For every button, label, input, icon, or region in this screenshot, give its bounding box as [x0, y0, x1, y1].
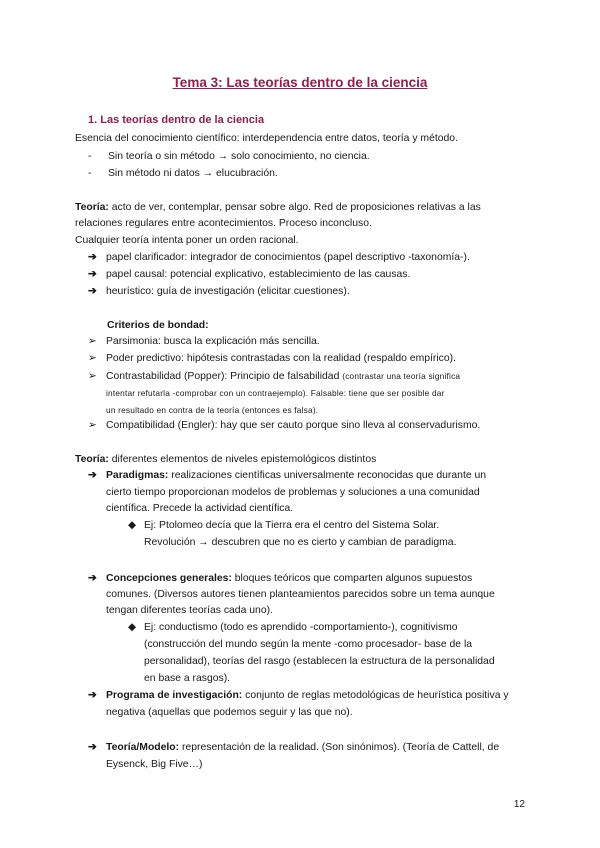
paragraph-line: Cualquier teoría intenta poner un orden racional. [75, 235, 299, 246]
list-item: ➔ heurístico: guía de investigación (elicitar cuestiones). [88, 284, 350, 300]
term-label: Teoría: [75, 202, 109, 213]
arrow-icon: ➔ [88, 470, 97, 481]
page-title: Tema 3: Las teorías dentro de la ciencia [172, 75, 428, 90]
chevron-icon: ➢ [88, 336, 97, 347]
paragraph-line: Teoría: diferentes elementos de niveles epistemológicos distintos [75, 454, 377, 465]
chevron-icon: ➢ [88, 371, 97, 382]
page-number: 12 [513, 799, 525, 810]
arrow-icon: ➔ [88, 252, 97, 263]
list-item: ◆ Ej: conductismo (todo es aprendido -comportamiento-), cognitivismo [128, 620, 458, 636]
list-item-continuation: Revolución → descubren que no es cierto y cambian de paradigma. [144, 537, 457, 548]
list-item: Sin teoría o sin método → solo conocimiento, no ciencia. [108, 151, 370, 162]
list-item-continuation: en base a rasgos). [144, 673, 231, 684]
list-item: ➔ Paradigmas: realizaciones científicas universalmente reconocidas que durante un [88, 468, 486, 484]
list-item-continuation: cierto tiempo proporcionan modelos de problemas y soluciones a una comunidad [106, 487, 480, 498]
list-item-continuation: un resultado en contra de la teoría (entonces es falsa). [106, 405, 319, 415]
paragraph-line: relaciones regulares entre acontecimientos. Proceso inconcluso. [75, 218, 372, 229]
paragraph-text: acto de ver, contemplar, pensar sobre algo. Red de proposiciones relativas a las [108, 202, 481, 213]
list-item: ➔ Concepciones generales: bloques teóricos que comparten algunos supuestos [88, 571, 472, 587]
arrow-icon: ➔ [88, 690, 97, 701]
list-item: ➢ Contrastabilidad (Popper): Principio de falsabilidad (contrastar una teoría significa [88, 368, 460, 385]
intro-text: Esencia del conocimiento científico: interdependencia entre datos, teoría y método. [75, 133, 458, 144]
list-item-continuation: (construcción del mundo según la mente -como procesador- base de la [144, 639, 473, 650]
list-item-continuation: personalidad), teorías del rasgo (establecen la estructura de la personalidad [144, 656, 495, 667]
chevron-icon: ➢ [88, 420, 97, 431]
criteria-heading: Criterios de bondad: [107, 320, 209, 331]
list-item-continuation: comunes. (Diversos autores tienen planteamientos parecidos sobre un tema aunque [106, 589, 495, 600]
list-item: ➢ Poder predictivo: hipótesis contrastadas con la realidad (respaldo empírico). [88, 351, 456, 367]
list-item: ➔ papel causal: potencial explicativo, establecimiento de las causas. [88, 267, 410, 283]
list-item-continuation: intentar refutarla -comprobar con un contraejemplo). Falsable: tiene que ser posible dar [106, 388, 445, 398]
paragraph-line [75, 200, 481, 216]
arrow-icon: ➔ [88, 742, 97, 753]
list-item-continuation: científica. Precede la actividad científica. [106, 503, 294, 514]
list-item: Sin método ni datos → elucubración. [108, 168, 278, 179]
term-label: Teoría: [75, 454, 109, 465]
list-item: ➔ Teoría/Modelo: representación de la realidad. (Son sinónimos). (Teoría de Cattell, de [88, 740, 499, 756]
list-item: ◆ Ej: Ptolomeo decía que la Tierra era el centro del Sistema Solar. [128, 518, 439, 534]
list-item-continuation: Eysenck, Big Five…) [106, 759, 203, 770]
section-heading: 1. Las teorías dentro de la ciencia [88, 114, 265, 126]
list-item: ➢ Compatibilidad (Engler): hay que ser cauto porque sino lleva al conservadurismo. [88, 418, 480, 434]
diamond-icon: ◆ [128, 520, 136, 531]
list-item: ➔ papel clarificador: integrador de conocimientos (papel descriptivo -taxonomía-). [88, 250, 470, 266]
list-item-continuation: tengan diferentes teorías cada uno). [106, 605, 273, 616]
dash-bullet: - [88, 168, 92, 179]
list-item: ➢ Parsimonia: busca la explicación más sencilla. [88, 334, 320, 350]
arrow-icon: ➔ [88, 269, 97, 280]
arrow-icon: ➔ [88, 286, 97, 297]
diamond-icon: ◆ [128, 622, 136, 633]
list-item: ➔ Programa de investigación: conjunto de reglas metodológicas de heurística positiva y [88, 688, 509, 704]
arrow-icon: ➔ [88, 573, 97, 584]
chevron-icon: ➢ [88, 353, 97, 364]
list-item-continuation: negativa (aquellas que podemos seguir y las que no). [106, 707, 353, 718]
dash-bullet: - [88, 151, 92, 162]
